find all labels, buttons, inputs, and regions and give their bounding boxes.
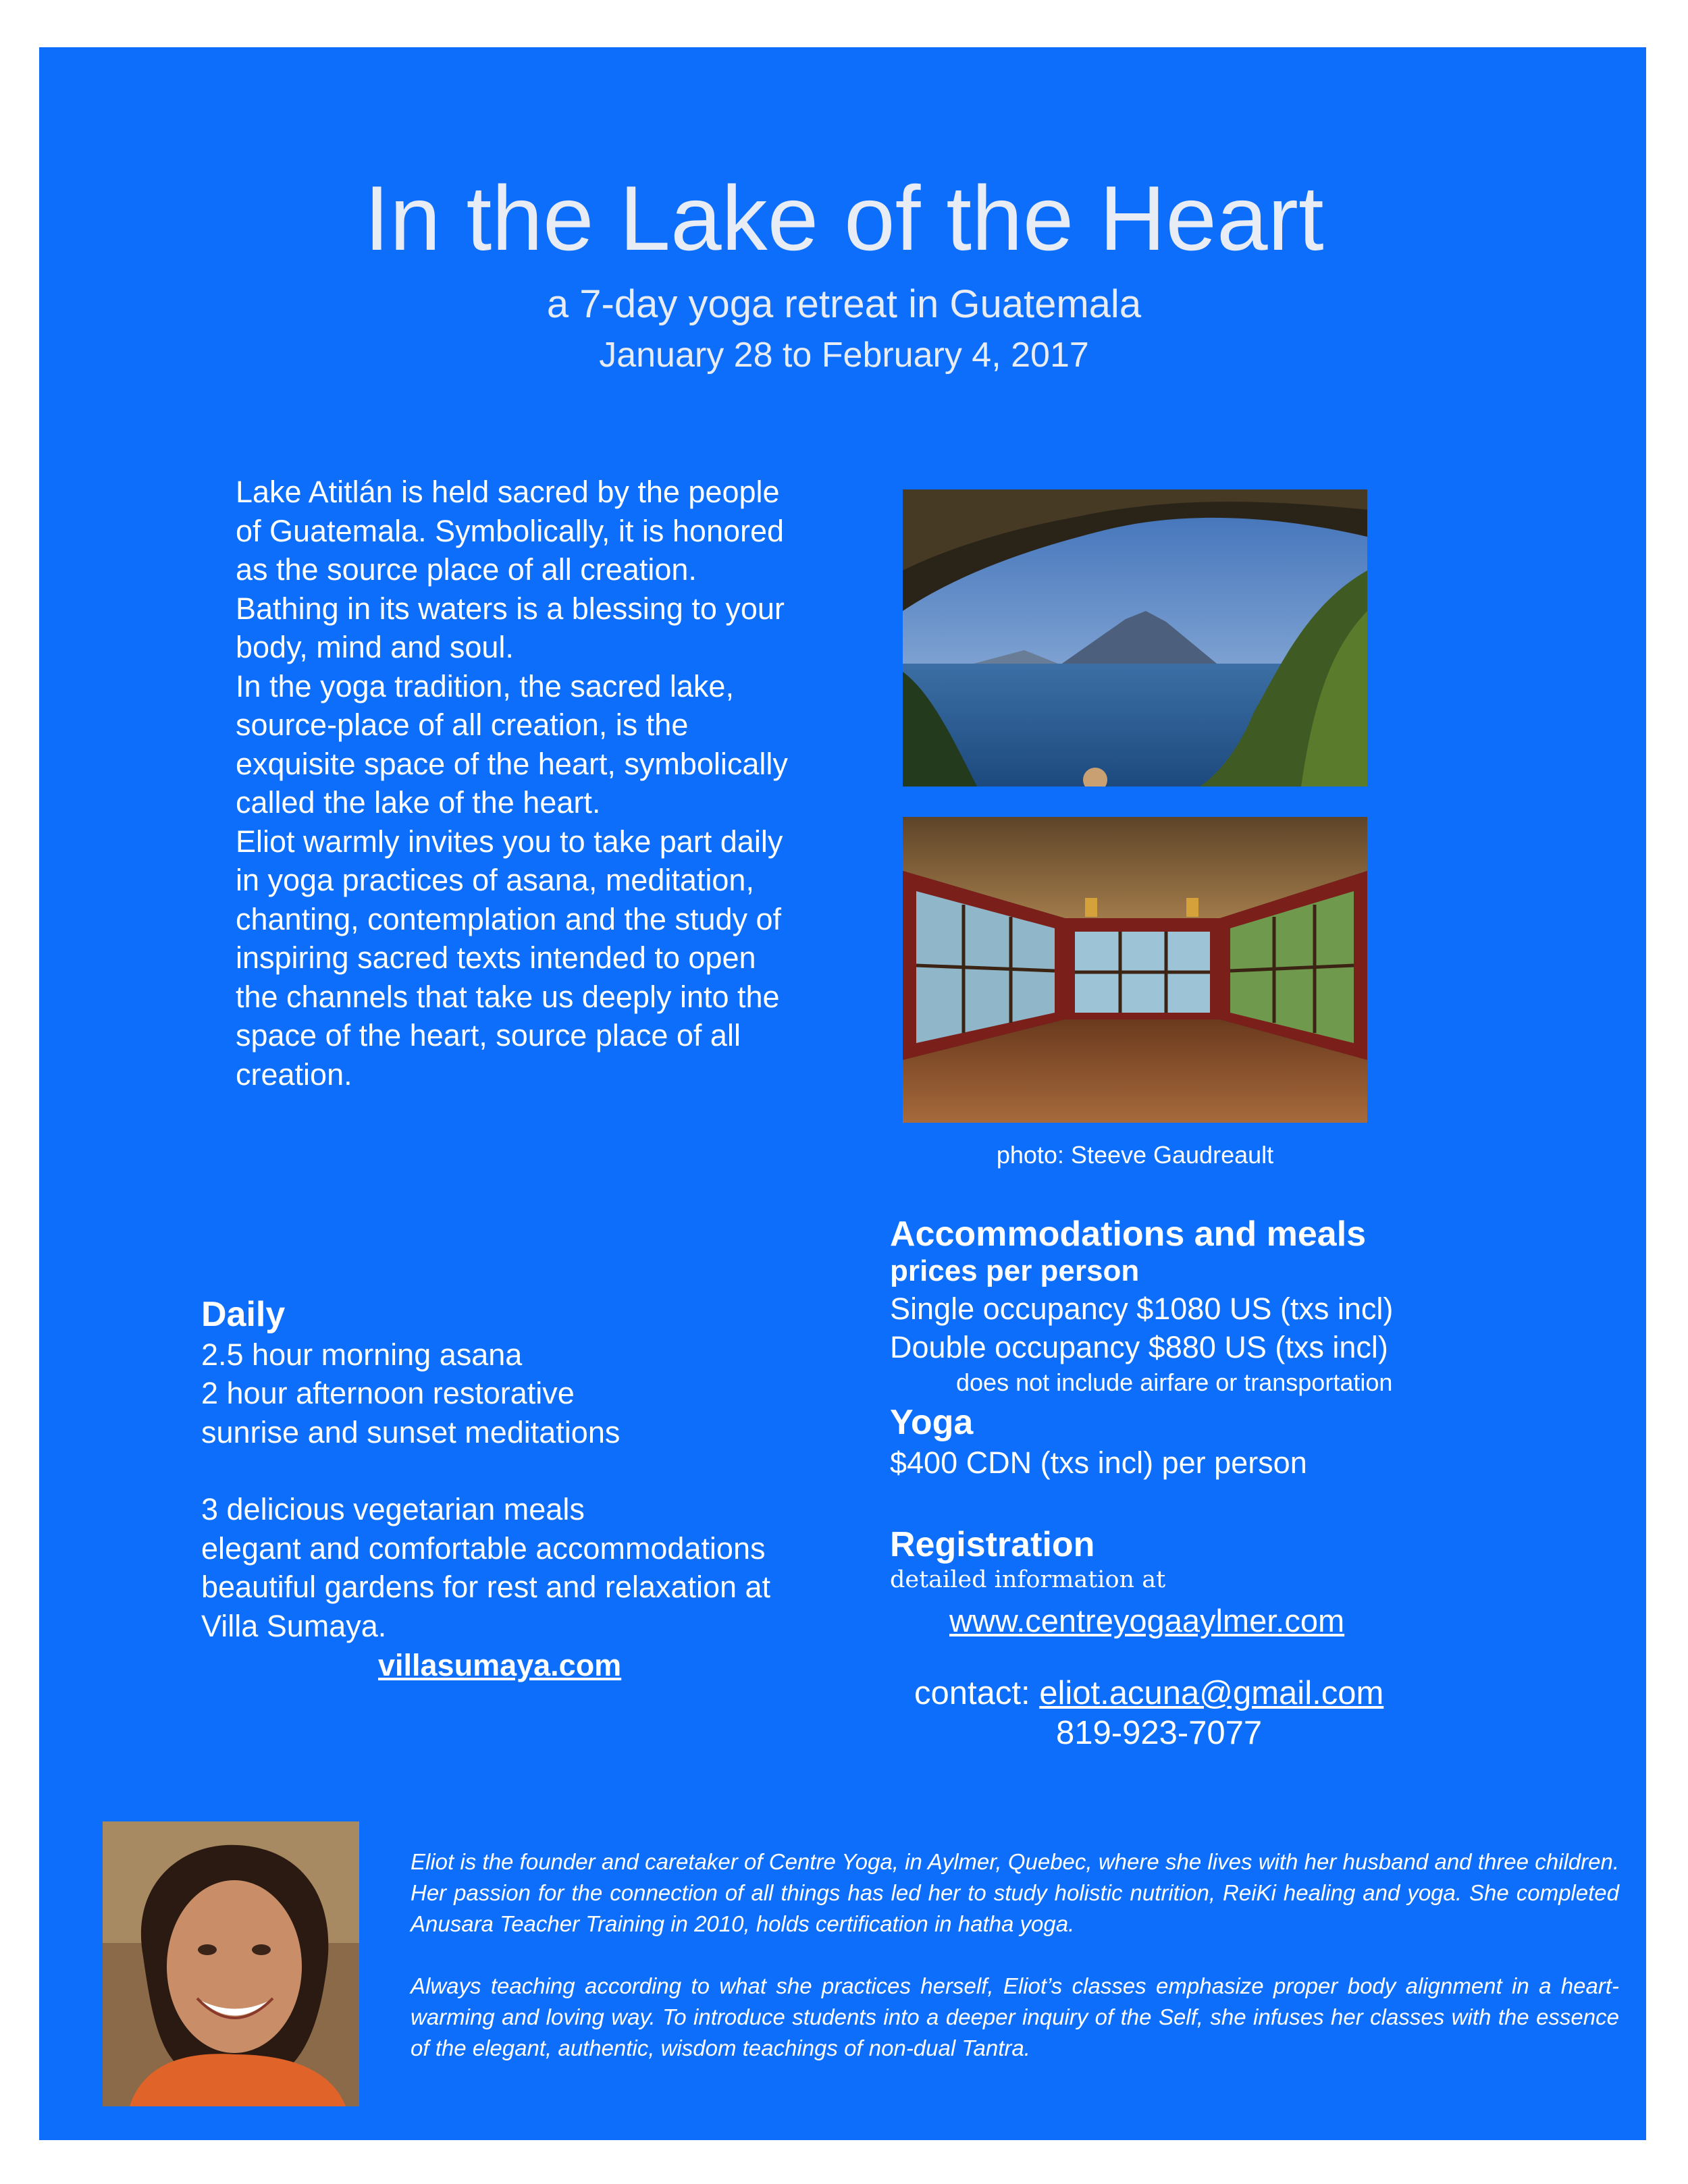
list-item: 3 delicious vegetarian meals xyxy=(201,1492,585,1527)
single-occupancy-price: Single occupancy $1080 US (txs incl) xyxy=(890,1291,1394,1326)
list-item: Villa Sumaya. xyxy=(201,1608,387,1643)
website-link[interactable]: www.centreyogaaylmer.com xyxy=(949,1602,1345,1639)
subtitle: a 7-day yoga retreat in Guatemala xyxy=(546,282,1142,326)
instructor-bio xyxy=(411,1846,1619,2064)
instructor-portrait xyxy=(103,1821,359,2106)
villa-sumaya-link[interactable]: villasumaya.com xyxy=(378,1648,622,1683)
yoga-price: $400 CDN (txs incl) per person xyxy=(890,1445,1307,1480)
intro-text xyxy=(236,473,789,1094)
contact-label: contact: xyxy=(914,1675,1030,1712)
contact-line xyxy=(914,1674,1619,1713)
email-link[interactable]: eliot.acuna@gmail.com xyxy=(1039,1675,1384,1712)
bio-paragraph: Always teaching according to what she practices herself, Eliot’s classes emphasize proper body alignment in a heart-warming and loving way. To introduce students into a deeper inquiry of the Self, she infuses her classes with the essence of the elegant, authentic, wisdom teachings of non-dual Tantra. xyxy=(411,1973,1619,2060)
page-title: In the Lake of the Heart xyxy=(364,167,1324,269)
registration-subheading: detailed information at xyxy=(890,1566,1166,1593)
amenities-list xyxy=(201,1490,849,1645)
yoga-studio-photo xyxy=(903,817,1367,1123)
bio-paragraph: Eliot is the founder and caretaker of Centre Yoga, in Aylmer, Quebec, where she lives with her husband and three children. Her passion for the connection of all things has led her to study holistic nutrition, ReiKi healing and yoga. She completed Anusara Teacher Training in 2010, holds certification in hatha yoga. xyxy=(411,1849,1619,1936)
photo-credit: photo: Steeve Gaudreault xyxy=(996,1141,1274,1169)
phone-number: 819-923-7077 xyxy=(1056,1715,1263,1752)
intro-paragraph: Lake Atitlán is held sacred by the people of Guatemala. Symbolically, it is honored as the source place of all creation. Bathing in its waters is a blessing to your body, mind and soul. xyxy=(236,475,785,664)
accommodations-heading: Accommodations and meals xyxy=(890,1215,1367,1254)
prices-subheading: prices per person xyxy=(890,1254,1140,1288)
retreat-dates: January 28 to February 4, 2017 xyxy=(599,336,1089,375)
double-occupancy-price: Double occupancy $880 US (txs incl) xyxy=(890,1330,1388,1365)
list-item: 2 hour afternoon restorative xyxy=(201,1376,575,1411)
daily-section xyxy=(201,1295,849,1686)
list-item: beautiful gardens for rest and relaxation at xyxy=(201,1570,771,1605)
list-item: sunrise and sunset meditations xyxy=(201,1414,621,1449)
yoga-heading: Yoga xyxy=(890,1402,974,1442)
daily-heading: Daily xyxy=(201,1295,286,1334)
pricing-registration-section xyxy=(890,1215,1619,1753)
registration-heading: Registration xyxy=(890,1525,1095,1565)
intro-paragraph: Eliot warmly invites you to take part daily in yoga practices of asana, meditation, chanting, contemplation and the study of inspiring sacred texts intended to open the channels that take us deeply into the space of the heart, source place of all creation. xyxy=(236,824,783,1092)
daily-list xyxy=(201,1335,849,1452)
price-note: does not include airfare or transportation xyxy=(956,1368,1393,1396)
list-item: 2.5 hour morning asana xyxy=(201,1337,523,1372)
list-item: elegant and comfortable accommodations xyxy=(201,1530,766,1566)
lake-photo xyxy=(903,489,1367,787)
intro-paragraph: In the yoga tradition, the sacred lake, source-place of all creation, is the exquisite space of the heart, symbolically called the lake of the heart. xyxy=(236,668,788,820)
